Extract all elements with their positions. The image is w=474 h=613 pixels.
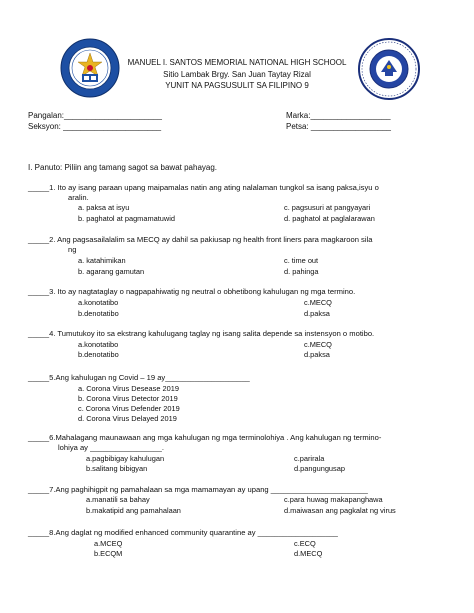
- q1-option-a[interactable]: a. paksa at isyu: [78, 203, 130, 212]
- question-2: _____2. Ang pagsasailalalim sa MECQ ay dahil sa pakiusap ng health front liners para magkaroon sila: [28, 235, 373, 244]
- q1-option-d[interactable]: d. paghatol at paglalarawan: [284, 214, 375, 223]
- q6-option-c[interactable]: c.parirala: [294, 454, 325, 463]
- question-7: _____7.Ang paghihigpit ng pamahalaan sa mga mamamayan ay upang _______________________: [28, 485, 368, 494]
- q8-option-a[interactable]: a.MCEQ: [94, 539, 123, 548]
- question-6: _____6.Mahalagang maunawaan ang mga kahulugan ng mga terminolohiya . Ang kahulugan ng termino-: [28, 433, 382, 442]
- question-5: _____5.Ang kahulugan ng Covid – 19 ay____________________: [28, 373, 250, 382]
- q5-option-c[interactable]: c. Corona Virus Defender 2019: [78, 404, 180, 413]
- q1-option-b[interactable]: b. paghatol at pagmamatuwid: [78, 214, 175, 223]
- q5-option-b[interactable]: b. Corona Virus Detector 2019: [78, 394, 178, 403]
- seksyon-field[interactable]: Seksyon: ______________________: [28, 122, 162, 131]
- question-2-cont: ng: [68, 245, 77, 254]
- school-seal-logo: [358, 38, 420, 100]
- q8-option-b[interactable]: b.ECQM: [94, 549, 123, 558]
- q8-option-c[interactable]: c.ECQ: [294, 539, 316, 548]
- question-4: _____4. Tumutukoy ito sa ekstrang kahulugang taglay ng isang salita depende sa instensyon o motibo.: [28, 329, 375, 338]
- q3-option-c[interactable]: c.MECQ: [304, 298, 332, 307]
- question-1: _____1. Ito ay isang paraan upang maipamalas natin ang ating nalalaman tungkol sa isang paksa,isyu o: [28, 183, 379, 192]
- q4-option-d[interactable]: d.paksa: [304, 350, 330, 359]
- question-1-cont: aralin.: [68, 193, 89, 202]
- q2-option-b[interactable]: b. agarang gamutan: [78, 267, 145, 276]
- exam-title: YUNIT NA PAGSUSULIT SA FILIPINO 9: [165, 81, 309, 90]
- q4-option-b[interactable]: b.denotatibo: [78, 350, 119, 359]
- q3-option-d[interactable]: d.paksa: [304, 309, 330, 318]
- marka-field[interactable]: Marka:__________________: [286, 111, 391, 120]
- pangalan-field[interactable]: Pangalan:______________________: [28, 111, 162, 120]
- q6-option-a[interactable]: a.pagbibigay kahulugan: [86, 454, 165, 463]
- q7-option-c[interactable]: c.para huwag makapanghawa: [284, 495, 383, 504]
- q1-option-c[interactable]: c. pagsusuri at pangyayari: [284, 203, 371, 212]
- q8-option-d[interactable]: d.MECQ: [294, 549, 323, 558]
- instruction: I. Panuto: Piliin ang tamang sagot sa bawat pahayag.: [28, 163, 218, 172]
- question-6-cont: lohiya ay _________________.: [58, 443, 164, 452]
- question-3: _____3. Ito ay nagtataglay o nagpapahiwatig ng neutral o obhetibong kahulugan ng mga termino.: [28, 287, 356, 296]
- q7-option-a[interactable]: a.manatili sa bahay: [86, 495, 150, 504]
- q7-option-d[interactable]: d.maiwasan ang pagkalat ng virus: [284, 506, 396, 515]
- q3-option-b[interactable]: b.denotatibo: [78, 309, 119, 318]
- petsa-field[interactable]: Petsa: __________________: [286, 122, 391, 131]
- q6-option-d[interactable]: d.pangungusap: [294, 464, 345, 473]
- q5-option-a[interactable]: a. Corona Virus Desease 2019: [78, 384, 179, 393]
- q4-option-a[interactable]: a.konotatibo: [78, 340, 119, 349]
- q2-option-c[interactable]: c. time out: [284, 256, 319, 265]
- school-name: MANUEL I. SANTOS MEMORIAL NATIONAL HIGH SCHOOL: [127, 58, 347, 67]
- deped-seal-logo: [60, 38, 120, 98]
- q3-option-a[interactable]: a.konotatibo: [78, 298, 119, 307]
- q6-option-b[interactable]: b.salitang bibigyan: [86, 464, 148, 473]
- q7-option-b[interactable]: b.makatipid ang pamahalaan: [86, 506, 181, 515]
- q5-option-d[interactable]: d. Corona Virus Delayed 2019: [78, 414, 177, 423]
- question-8: _____8.Ang daglat ng modified enhanced community quarantine ay ___________________: [28, 528, 338, 537]
- q4-option-c[interactable]: c.MECQ: [304, 340, 332, 349]
- q2-option-a[interactable]: a. katahimikan: [78, 256, 126, 265]
- q2-option-d[interactable]: d. pahinga: [284, 267, 319, 276]
- school-address: Sitio Lambak Brgy. San Juan Taytay Rizal: [163, 70, 311, 79]
